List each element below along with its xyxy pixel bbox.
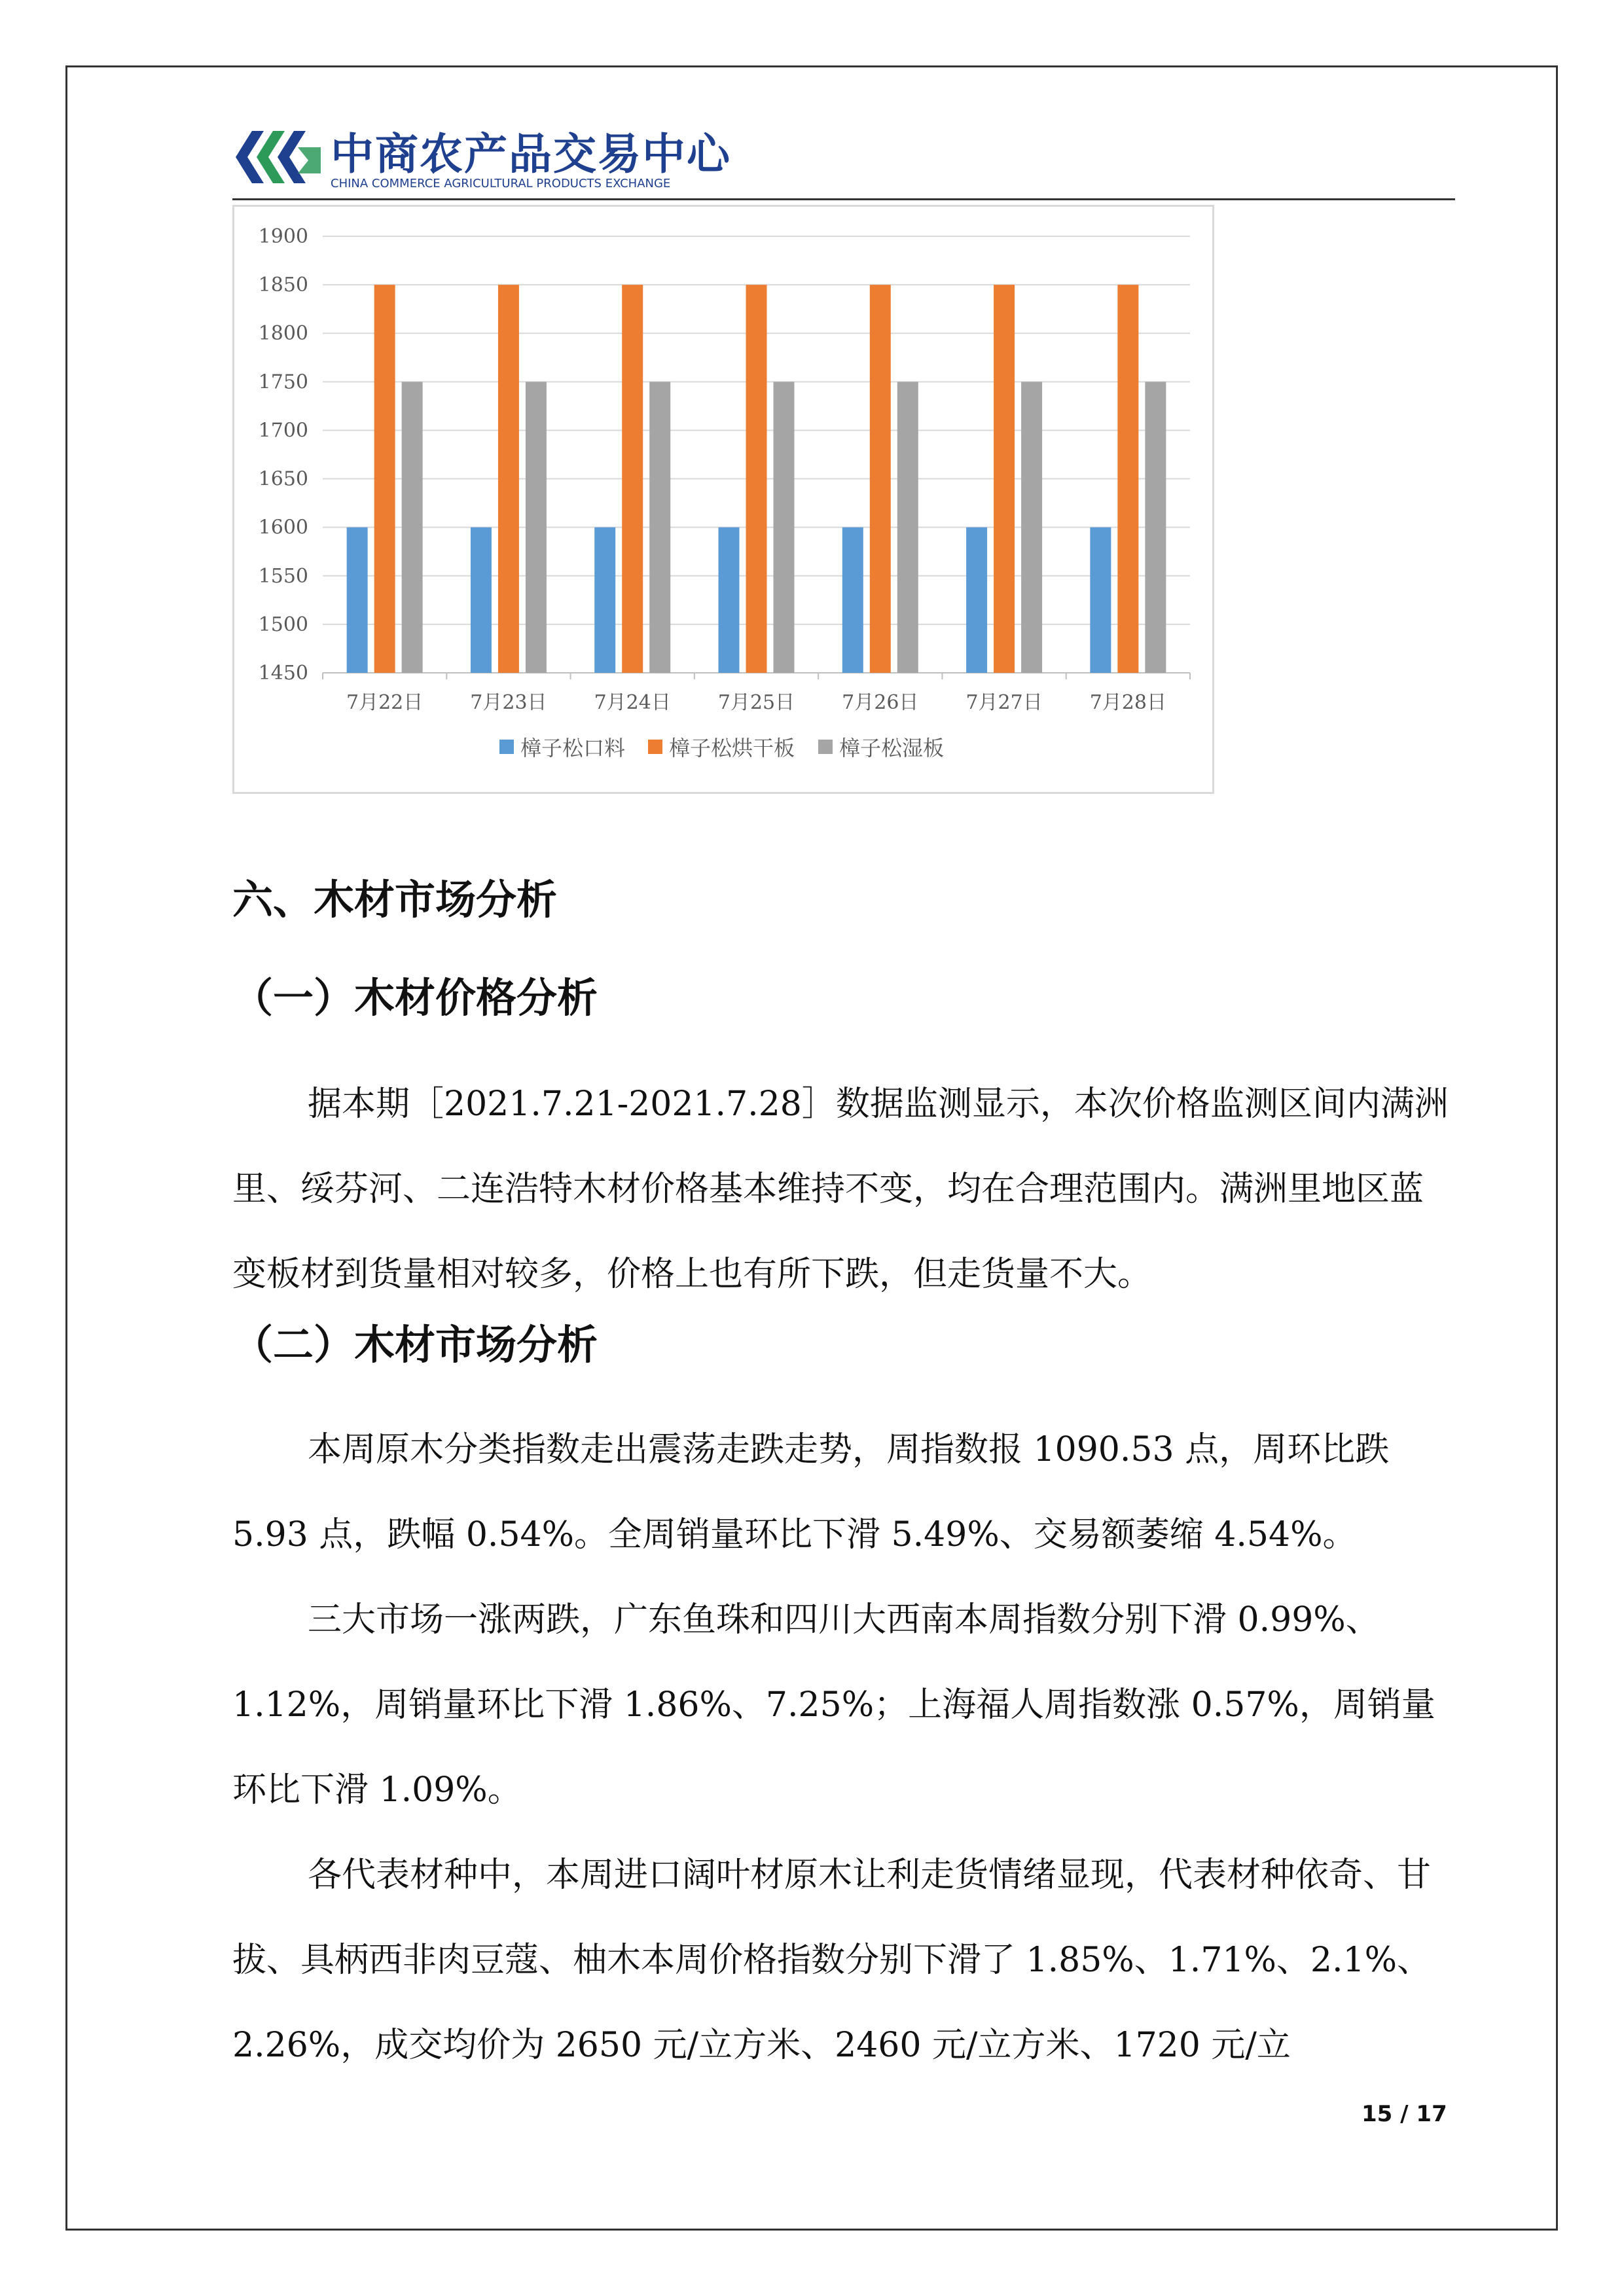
- y-tick-label: 1600: [258, 516, 308, 539]
- legend-label: 樟子松口料: [520, 736, 626, 761]
- x-tick-label: 7月22日: [346, 691, 424, 714]
- bar-3: [774, 382, 795, 673]
- y-tick-label: 1850: [258, 274, 308, 297]
- logo-english-name: CHINA COMMERCE AGRICULTURAL PRODUCTS EXCHANGE: [331, 177, 671, 190]
- legend-swatch: [499, 740, 514, 754]
- paragraph-species: 各代表材种中，本周进口阔叶材原木让利走货情绪显现，代表材种依奇、甘拔、具柄西非肉豆蔻、柚木本周价格指数分别下滑了 1.85%、1.71%、2.1%、2.26%，成交均价为 2650 元/立方米、2460 元/立方米、1720 元/立: [232, 1856, 1432, 2065]
- x-tick-label: 7月25日: [717, 691, 795, 714]
- legend-swatch: [648, 740, 662, 754]
- bar-2: [498, 285, 519, 673]
- bar-1: [719, 528, 740, 673]
- y-tick-label: 1900: [258, 225, 308, 248]
- logo-chinese-name: 中商农产品交易中心: [331, 129, 731, 179]
- bar-2: [994, 285, 1015, 673]
- x-tick-label: 7月24日: [594, 691, 671, 714]
- x-tick-label: 7月23日: [470, 691, 547, 714]
- bar-1: [842, 528, 863, 673]
- chart-svg: [234, 207, 1212, 792]
- y-tick-label: 1800: [258, 322, 308, 346]
- header: [232, 111, 1443, 200]
- bar-3: [402, 382, 423, 673]
- paragraph-price-analysis: 据本期［2021.7.21-2021.7.28］数据监测显示，本次价格监测区间内满洲里、绥芬河、二连浩特木材价格基本维持不变，均在合理范围内。满洲里地区蓝变板材到货量相对较多，价格上也有所下跌，但走货量不大。: [232, 1085, 1449, 1294]
- bar-1: [1090, 528, 1111, 673]
- bar-1: [966, 528, 987, 673]
- y-tick-label: 1500: [258, 613, 308, 636]
- bar-3: [897, 382, 918, 673]
- legend-swatch: [818, 740, 833, 754]
- bar-2: [746, 285, 767, 673]
- y-tick-label: 1700: [258, 419, 308, 442]
- section-heading: 六、木材市场分析: [232, 876, 558, 924]
- header-divider: [232, 198, 1455, 200]
- bar-3: [1145, 382, 1166, 673]
- bar-chart: [232, 205, 1214, 794]
- logo-icon: [232, 124, 324, 190]
- y-tick-label: 1750: [258, 370, 308, 394]
- legend-label: 樟子松湿板: [839, 736, 945, 761]
- subsection-heading-price: （一）木材价格分析: [232, 974, 598, 1022]
- x-tick-label: 7月27日: [965, 691, 1043, 714]
- bar-3: [1021, 382, 1042, 673]
- page-number: 15 / 17: [1362, 2101, 1447, 2127]
- bar-2: [870, 285, 891, 673]
- bar-2: [374, 285, 395, 673]
- y-tick-label: 1450: [258, 662, 308, 685]
- bar-2: [622, 285, 643, 673]
- x-tick-label: 7月26日: [842, 691, 919, 714]
- legend-label: 樟子松烘干板: [669, 736, 795, 761]
- y-tick-label: 1650: [258, 467, 308, 491]
- paragraph-index: 本周原木分类指数走出震荡走跌走势，周指数报 1090.53 点，周环比跌 5.93 点，跌幅 0.54%。全周销量环比下滑 5.49%、交易额萎缩 4.54%。: [232, 1430, 1390, 1554]
- bar-1: [347, 528, 368, 673]
- subsection-heading-market: （二）木材市场分析: [232, 1321, 598, 1369]
- y-tick-label: 1550: [258, 564, 308, 588]
- x-tick-label: 7月28日: [1089, 691, 1166, 714]
- bar-1: [594, 528, 615, 673]
- bar-1: [471, 528, 492, 673]
- bar-3: [649, 382, 670, 673]
- bar-2: [1117, 285, 1138, 673]
- paragraph-markets: 三大市场一涨两跌，广东鱼珠和四川大西南本周指数分别下滑 0.99%、1.12%，周销量环比下滑 1.86%、7.25%；上海福人周指数涨 0.57%，周销量环比下滑 1.09%。: [232, 1600, 1435, 1810]
- bar-3: [526, 382, 547, 673]
